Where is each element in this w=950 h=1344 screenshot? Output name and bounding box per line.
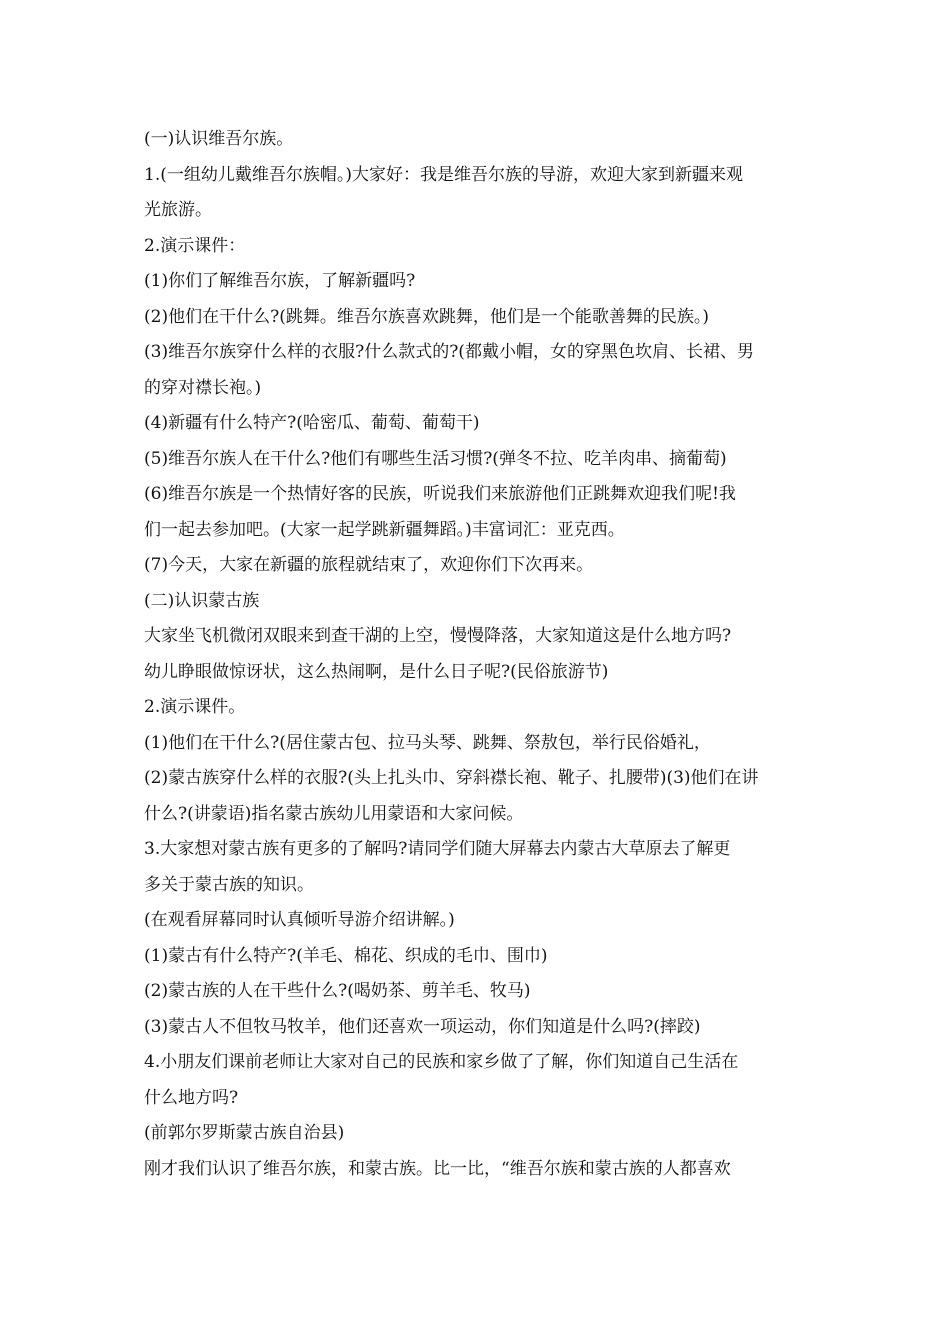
text-line: (3)维吾尔族穿什么样的衣服?什么款式的?(都戴小帽，女的穿黑色坎肩、长裙、男	[144, 342, 754, 362]
text-line: 大家坐飞机微闭双眼来到查干湖的上空，慢慢降落，大家知道这是什么地方吗?	[144, 626, 732, 646]
text-line: 4.小朋友们课前老师让大家对自己的民族和家乡做了了解，你们知道自己生活在	[144, 1052, 739, 1072]
text-line: (一)认识维吾尔族。	[144, 129, 294, 149]
text-line: (3)蒙古人不但牧马牧羊，他们还喜欢一项运动，你们知道是什么吗?(摔跤)	[144, 1016, 701, 1037]
text-line: (2)蒙古族的人在干些什么?(喝奶茶、剪羊毛、牧马)	[144, 981, 531, 1001]
text-line: 多关于蒙古族的知识。	[144, 874, 314, 895]
text-line: 什么地方吗?	[144, 1087, 239, 1108]
text-line: (1)你们了解维吾尔族，了解新疆吗?	[144, 271, 416, 291]
text-line: 1.(一组幼儿戴维吾尔族帽。)大家好：我是维吾尔族的导游，欢迎大家到新疆来观	[144, 164, 743, 185]
text-line: 2.演示课件。	[144, 697, 246, 717]
text-line: (2)他们在干什么?(跳舞。维吾尔族喜欢跳舞，他们是一个能歌善舞的民族。)	[144, 306, 709, 327]
text-line: (1)蒙古有什么特产?(羊毛、棉花、织成的毛巾、围巾)	[144, 945, 548, 966]
text-line: (二)认识蒙古族	[144, 590, 260, 611]
text-line: 们一起去参加吧。(大家一起学跳新疆舞蹈。)丰富词汇：亚克西。	[144, 519, 625, 540]
text-line: (5)维吾尔族人在干什么?他们有哪些生活习惯?(弹冬不拉、吃羊肉串、摘葡萄)	[144, 448, 727, 469]
text-line: (6)维吾尔族是一个热情好客的民族，听说我们来旅游他们正跳舞欢迎我们呢!我	[144, 484, 736, 504]
text-line: 什么?(讲蒙语)指名蒙古族幼儿用蒙语和大家问候。	[144, 803, 524, 824]
text-line: (前郭尔罗斯蒙古族自治县)	[144, 1123, 345, 1143]
text-line: (7)今天，大家在新疆的旅程就结束了，欢迎你们下次再来。	[144, 555, 594, 575]
text-line: (在观看屏幕同时认真倾听导游介绍讲解。)	[144, 910, 455, 930]
text-line: 幼儿睁眼做惊讶状，这么热闹啊，是什么日子呢?(民俗旅游节)	[144, 661, 609, 682]
text-line: 的穿对襟长袍。)	[144, 377, 262, 398]
text-line: (1)他们在干什么?(居住蒙古包、拉马头琴、跳舞、祭敖包，举行民俗婚礼，	[144, 732, 711, 753]
text-line: 2.演示课件：	[144, 235, 246, 256]
text-line: 刚才我们认识了维吾尔族，和蒙古族。比一比，“维吾尔族和蒙古族的人都喜欢	[144, 1158, 731, 1179]
document-body	[144, 122, 812, 1187]
text-line: 3.大家想对蒙古族有更多的了解吗?请同学们随大屏幕去内蒙古大草原去了解更	[144, 839, 731, 859]
text-line: (4)新疆有什么特产?(哈密瓜、葡萄、葡萄干)	[144, 413, 480, 433]
text-line: (2)蒙古族穿什么样的衣服?(头上扎头巾、穿斜襟长袍、靴子、扎腰带)(3)他们在讲	[144, 768, 759, 788]
text-line: 光旅游。	[144, 200, 212, 220]
